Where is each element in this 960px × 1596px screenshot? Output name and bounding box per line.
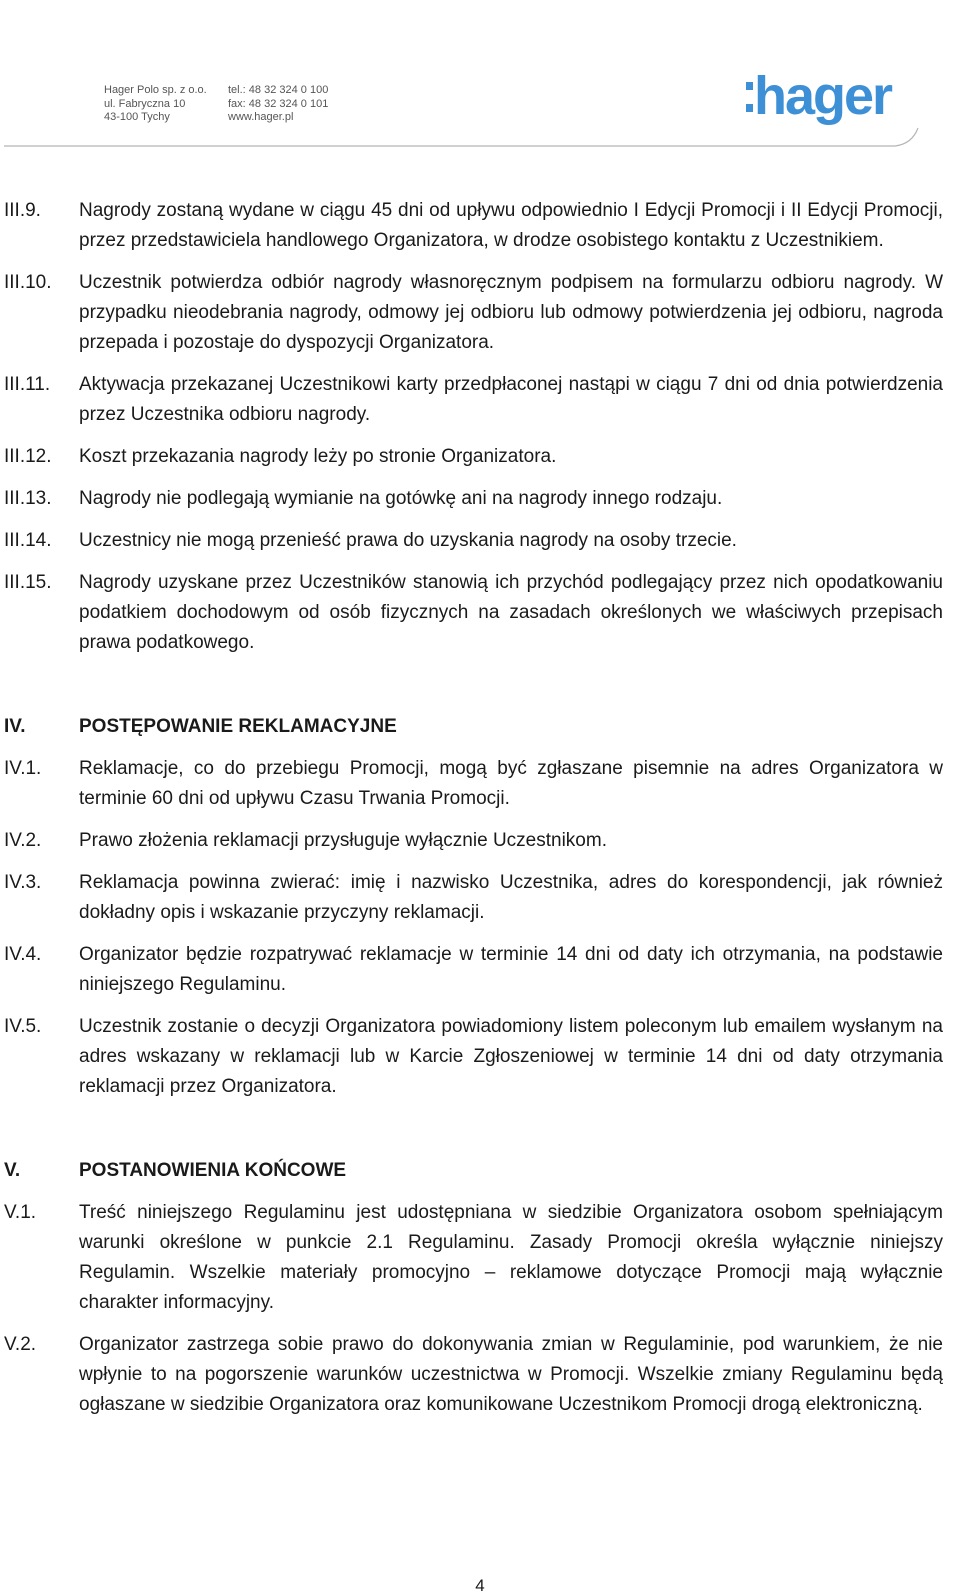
clause-number: III.13. bbox=[4, 488, 52, 509]
clause-text: Uczestnik zostanie o decyzji Organizatora powiadomiony listem poleconym lub emailem wysłanym na adres wskazany w reklamacji lub w Karcie Zgłoszeniowej w terminie 14 dni od daty otrzymania reklamacji przez Organizatora. bbox=[79, 1016, 943, 1097]
clause-text: Nagrody nie podlegają wymianie na gotówkę ani na nagrody innego rodzaju. bbox=[79, 488, 723, 509]
section-v-heading bbox=[0, 1156, 960, 1186]
clause-text: Reklamacje, co do przebiegu Promocji, mogą być zgłaszane pisemnie na adres Organizatora w terminie 60 dni od upływu Czasu Trwania Promocji. bbox=[79, 758, 943, 809]
clause-number: IV.2. bbox=[4, 830, 42, 851]
clause-number: IV.3. bbox=[4, 872, 42, 893]
clause-text: Nagrody uzyskane przez Uczestników stanowią ich przychód podlegający przez nich opodatkowaniu podatkiem dochodowym od osób fizycznych na zasadach określonych we właściwych przepisach prawa podatkowego. bbox=[79, 572, 943, 653]
clause-number: III.10. bbox=[4, 272, 52, 293]
clause-text: Nagrody zostaną wydane w ciągu 45 dni od upływu odpowiednio I Edycji Promocji i II Edycji Promocji, przez przedstawiciela handlowego Organizatora, w drodze osobistego kontaktu z Uczestnikiem. bbox=[79, 200, 943, 251]
clause-v-1 bbox=[0, 1198, 960, 1318]
clause-text: Uczestnik potwierdza odbiór nagrody własnoręcznym podpisem na formularzu odbioru nagrody. W przypadku nieodebrania nagrody, odmowy jej odbioru lub odmowy potwierdzenia jej odbioru, nagroda przepada i pozostaje do dyspozycji Organizatora. bbox=[79, 272, 943, 353]
clause-number: III.12. bbox=[4, 446, 52, 467]
section-iv-heading bbox=[0, 712, 960, 742]
clause-number: V.1. bbox=[4, 1202, 37, 1223]
clause-v-2 bbox=[0, 1330, 960, 1420]
clause-number: III.15. bbox=[4, 572, 52, 593]
clause-number: V.2. bbox=[4, 1334, 37, 1355]
company-street: ul. Fabryczna 10 bbox=[104, 97, 186, 110]
section-number: IV. bbox=[4, 716, 26, 737]
clause-iv-2 bbox=[0, 826, 960, 856]
clause-iv-3 bbox=[0, 868, 960, 928]
clause-number: IV.1. bbox=[4, 758, 42, 779]
clause-number: IV.5. bbox=[4, 1016, 42, 1037]
clause-iii-15 bbox=[0, 568, 960, 658]
company-city: 43-100 Tychy bbox=[104, 111, 170, 123]
clause-text: Koszt przekazania nagrody leży po stronie Organizatora. bbox=[79, 446, 557, 467]
clause-iii-9 bbox=[0, 196, 960, 256]
clause-iv-1 bbox=[0, 754, 960, 814]
clause-number: IV.4. bbox=[4, 944, 42, 965]
company-name: Hager Polo sp. z o.o. bbox=[104, 84, 207, 96]
clause-text: Treść niniejszego Regulaminu jest udostępniana w siedzibie Organizatora osobom spełniającym warunki określone w punkcie 2.1 Regulaminu. Zasady Promocji określa wyłącznie niniejszy Regulamin. Wszelkie materiały promocyjno – reklamowe dotyczące Promocji mają wyłącznie charakter informacyjny. bbox=[79, 1202, 943, 1313]
section-title: POSTĘPOWANIE REKLAMACYJNE bbox=[79, 716, 397, 737]
page-number: 4 bbox=[475, 1576, 485, 1595]
section-number: V. bbox=[4, 1160, 21, 1181]
clause-text: Organizator zastrzega sobie prawo do dokonywania zmian w Regulaminie, pod warunkiem, że nie wpłynie to na pogorszenie warunków uczestnictwa w Promocji. Wszelkie zmiany Regulaminu będą ogłaszane w siedzibie Organizatora oraz komunikowane Uczestnikom Promocji drogą elektroniczną. bbox=[79, 1334, 943, 1415]
clause-text: Aktywacja przekazanej Uczestnikowi karty przedpłaconej nastąpi w ciągu 7 dni od dnia potwierdzenia przez Uczestnika odbioru nagrody. bbox=[79, 374, 943, 425]
clause-text: Organizator będzie rozpatrywać reklamacje w terminie 14 dni od daty ich otrzymania, na podstawie niniejszego Regulaminu. bbox=[79, 944, 943, 995]
company-fax: fax: 48 32 324 0 101 bbox=[228, 97, 329, 110]
document-body bbox=[0, 196, 960, 1420]
clause-iii-12 bbox=[0, 442, 960, 472]
clause-text: Reklamacja powinna zwierać: imię i nazwisko Uczestnika, adres do korespondencji, jak również dokładny opis i wskazanie przyczyny reklamacji. bbox=[79, 872, 943, 923]
clause-number: III.11. bbox=[4, 374, 51, 395]
header-rule bbox=[0, 0, 960, 160]
clause-iv-5 bbox=[0, 1012, 960, 1102]
clause-text: Prawo złożenia reklamacji przysługuje wyłącznie Uczestnikom. bbox=[79, 830, 607, 851]
clause-iii-10 bbox=[0, 268, 960, 358]
company-website: www.hager.pl bbox=[228, 111, 294, 123]
logo-wordmark: hager bbox=[754, 66, 892, 126]
clause-iii-11 bbox=[0, 370, 960, 430]
clause-text: Uczestnicy nie mogą przenieść prawa do uzyskania nagrody na osoby trzecie. bbox=[79, 530, 737, 551]
section-title: POSTANOWIENIA KOŃCOWE bbox=[79, 1160, 347, 1181]
clause-iii-13 bbox=[0, 484, 960, 514]
clause-iii-14 bbox=[0, 526, 960, 556]
clause-number: III.9. bbox=[4, 200, 41, 221]
clause-iv-4 bbox=[0, 940, 960, 1000]
company-phone: tel.: 48 32 324 0 100 bbox=[228, 84, 329, 96]
page-header bbox=[0, 0, 960, 160]
clause-number: III.14. bbox=[4, 530, 52, 551]
